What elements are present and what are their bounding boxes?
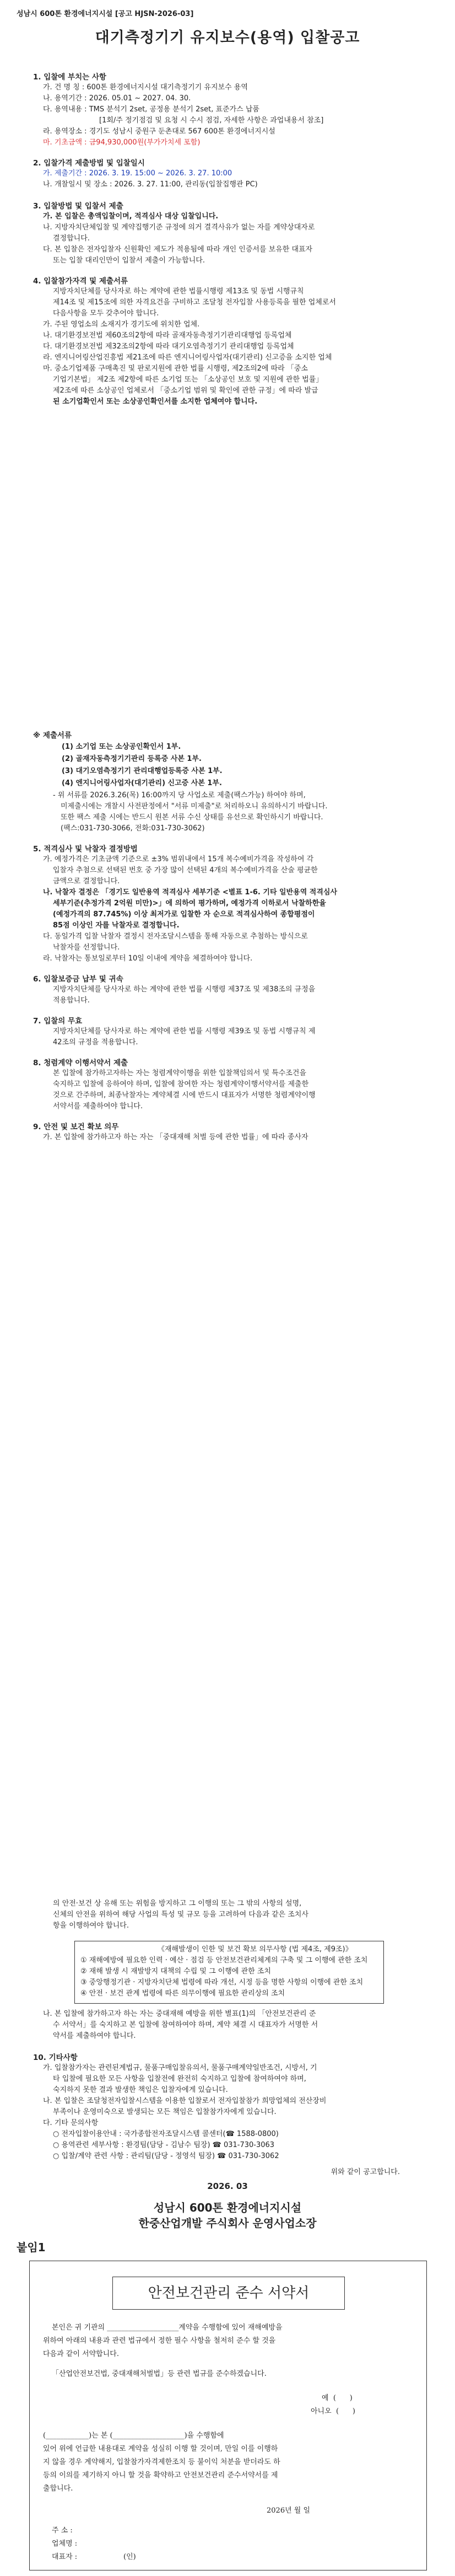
section-3-title: 3. 입찰방법 및 입찰서 제출 <box>33 202 123 211</box>
sec10-line: 다. 기타 문의사항 <box>43 2119 99 2127</box>
sec3-line: 다. 본 입찰은 전자입찰자 신원확인 제도가 적용됨에 따라 개인 인증서를 보유한 대표자 <box>43 245 313 254</box>
section-10-title: 10. 기타사항 <box>33 2053 78 2062</box>
sec4-line: 다음사항을 모두 갖추어야 합니다. <box>53 309 159 318</box>
sec8-line: 숙지하고 입찰에 응하여야 하며, 입찰에 참여한 자는 청렴계약이행서약서를 제출한 <box>53 1080 309 1088</box>
sec10-contact: ○ 전자입찰이용안내 : 국가종합전자조달시스템 콜센터(☎ 1588-0800) <box>53 2130 279 2138</box>
sec5-line: 라. 낙찰자는 통보일로부터 10일 이내에 계약을 체결하여야 합니다. <box>43 954 253 963</box>
pledge-para: 위하여 아래의 내용과 관련 법규에서 정한 필수 사항을 철저히 준수 할 것을 <box>43 2337 276 2345</box>
required-doc-item: (1) 소기업 또는 소상공인확인서 1부. <box>62 743 181 751</box>
required-docs-note: 미제출시에는 개찰시 사전판정에서 "서류 미제출"로 처리하오니 유의하시기 바랍니다. <box>61 802 328 811</box>
pledge-option-no[interactable]: 아니오 ( ) <box>311 2407 355 2416</box>
sec4-line: 나. 대기환경보전법 제60조의2항에 따라 골재자동측정기기관리대행업 등록업체 <box>43 331 292 340</box>
sec5-line: 입찰자 추첨으로 선택된 번호 중 가장 많이 선택된 4개의 복수예비가격을 산술 평균한 <box>53 866 318 874</box>
sec8-line: 것으로 간주하며, 최종낙찰자는 계약체결 시에 반드시 대표자가 서명한 청렴계약이행 <box>53 1091 316 1099</box>
sec5-line: 85점 이상인 자를 낙찰자로 결정합니다. <box>53 921 180 930</box>
yes-label: 예 <box>322 2394 329 2402</box>
address-label: 주 소 : <box>52 2526 73 2535</box>
sec5-line: 나. 낙찰자 결정은 「경기도 일반용역 적격심사 세부기준 <별표 1-6. 기타 일반용역 적격심사 <box>43 888 338 897</box>
section-9-title: 9. 안전 및 보건 확보 의무 <box>33 1123 119 1131</box>
required-docs-contact: (팩스:031-730-3066, 전화:031-730-3062) <box>61 824 205 833</box>
box-item: ② 재해 발생 시 재발방지 대책의 수립 및 그 이행에 관한 조치 <box>80 1967 271 1976</box>
sec4-line: 다. 대기환경보전법 제32조의2항에 따라 대기오염측정기기 관리대행업 등록업체 <box>43 342 294 351</box>
required-doc-item: (2) 골재자동측정기기관리 등록증 사본 1부. <box>62 755 202 763</box>
sec1-line: [1회/주 정기점검 및 요청 시 수시 점검, 자세한 사항은 과업내용서 참조] <box>99 116 324 125</box>
sec4-line: 제14조 및 제15조에 의한 자격요건을 구비하고 조달청 전자입찰 사용등록을 필한 업체로서 <box>53 298 336 307</box>
sec5-line: (예정가격의 87.745%) 이상 최저가로 입찰한 자 순으로 적격심사하여 종합평점이 <box>53 910 315 919</box>
sec10-line: 숙지하지 못한 결과 발생한 책임은 입찰자에게 있습니다. <box>53 2086 228 2094</box>
document-reference: 성남시 600톤 환경에너지시설 [공고 HJSN-2026-03] <box>17 10 194 18</box>
closing-note: 위와 같이 공고합니다. <box>331 2168 400 2176</box>
sec9-after-line: 나. 본 입찰에 참가하고자 하는 자는 중대재해 예방을 위한 별표(1)의 「안전보건관리 준 <box>43 2010 316 2018</box>
pledge-option-yes[interactable]: 예 ( ) <box>322 2394 353 2402</box>
sec10-line: 나. 본 입찰은 조달청전자입찰시스템을 이용한 입찰로서 전자입찰참가 희망업체의 전산장비 <box>43 2097 327 2105</box>
required-docs-title: ※ 제출서류 <box>33 731 72 740</box>
box-item: ④ 안전 · 보건 관계 법령에 따른 의무이행에 필요한 관리상의 조치 <box>80 1989 285 1998</box>
safety-pledge-form <box>29 2261 427 2570</box>
sec9-after-line: 수 서약서」를 숙지하고 본 입찰에 참여하여야 하며, 계약 체결 시 대표자가 서명한 서 <box>53 2021 318 2029</box>
sec10-line: 가. 입찰참가자는 관련된계법규, 물품구매입찰유의서, 물품구매계약일반조건, 시방서, 기 <box>43 2064 317 2072</box>
sec8-line: 본 입찰에 참가하고자하는 자는 청렴계약이행을 위한 입찰책임의서 및 특수조건을 <box>53 1069 307 1077</box>
sec5-line: 금액으로 결정합니다. <box>53 877 120 886</box>
pledge-para: 등의 이의를 제기하지 아니 할 것을 확약하고 안전보건관리 준수서약서를 제 <box>43 2471 278 2480</box>
box-heading: 《재해발생이 인한 및 보건 확보 의무사항 (법 제4조, 제9조)》 <box>158 1945 353 1954</box>
sec1-base-amount: 마. 기초금액 : 금94,930,000원(부가가치세 포함) <box>43 138 201 147</box>
sec9-after-line: 약서를 제출하여야 합니다. <box>53 2032 136 2040</box>
pledge-para: 출합니다. <box>43 2484 73 2493</box>
sec10-contact: ○ 용역관련 세부사항 : 환경팀(담당 - 김남수 팀장) ☎ 031-730-3063 <box>53 2141 275 2149</box>
required-docs-note: - 위 서류를 2026.3.26(목) 16:00까지 당 사업소로 제출(팩스가능) 하여야 하며, <box>53 791 306 799</box>
sec4-line: 지방자치단체를 당사자로 하는 계약에 관한 법률시행령 제13조 및 동법 시행규칙 <box>53 287 304 296</box>
pledge-law-line: 「산업안전보건법, 중대재해처벌법」등 관련 법규를 준수하겠습니다. <box>52 2370 267 2378</box>
pledge-para: (____________)는 본 (____________________)을 수행함에 <box>43 2432 224 2440</box>
sec7-line: 42조의 규정을 적용합니다. <box>53 1038 138 1046</box>
org-name-line2: 한중산업개발 주식회사 운영사업소장 <box>138 2217 317 2230</box>
sec9-cont-line: 신체의 안전을 위하여 해당 사업의 특성 및 규모 등을 고려하여 다음과 같은 조치사 <box>53 1910 309 1919</box>
sec6-line: 적용합니다. <box>53 996 90 1005</box>
section-6-title: 6. 입찰보증금 납부 및 귀속 <box>33 975 123 984</box>
section-4-title: 4. 입찰참가자격 및 제출서류 <box>33 277 128 286</box>
seal-label: (인) <box>123 2553 136 2561</box>
sec1-line: 다. 용역내용 : TMS 분석기 2set, 공정용 분석기 2set, 표준가스 납품 <box>43 105 259 114</box>
box-item: ① 재해예방에 필요한 인력 · 예산 · 점검 등 안전보건관리체계의 구축 및 그 이행에 관한 조치 <box>80 1956 368 1965</box>
section-1-title: 1. 입찰에 부치는 사항 <box>33 73 106 82</box>
sec4-line: 마. 중소기업제품 구매촉진 및 판로지원에 관한 법률 시행령, 제2조의2에 따라 「중소 <box>43 364 308 373</box>
sec5-line: 다. 동일가격 입찰 낙찰자 결정시 전자조달시스템을 통해 자동으로 추첨하는 방식으로 <box>43 932 308 941</box>
sec3-line: 가. 본 입찰은 총액입찰이며, 적격심사 대상 입찰입니다. <box>43 212 219 221</box>
required-docs-note: 또한 팩스 제출 시에는 반드시 원본 서류 수신 상태를 유선으로 확인하시기 바랍니다. <box>61 813 323 822</box>
section-7-title: 7. 입찰의 무효 <box>33 1017 83 1026</box>
required-doc-item: (3) 대기오염측정기기 관리대행업등록증 사본 1부. <box>62 767 223 775</box>
sec2-opening-date: 나. 개찰일시 및 장소 : 2026. 3. 27. 11:00, 관리동(입찰집행관 PC) <box>43 180 258 189</box>
sec4-line: 가. 주된 영업소의 소재지가 경기도에 위치한 업체. <box>43 320 200 329</box>
sec1-line: 라. 용역장소 : 경기도 성남시 중원구 둔촌대로 567 600톤 환경에너지시설 <box>43 127 275 136</box>
sec5-line: 가. 예정가격은 기초금액 기준으로 ±3% 범위내에서 15개 복수예비가격을 작성하여 각 <box>43 855 314 863</box>
sec9-cont-line: 항을 이행하여야 합니다. <box>53 1922 129 1930</box>
pledge-para: 있어 위에 언급한 내용대로 계약을 성실히 이행 할 것이며, 만일 이를 이행하 <box>43 2445 278 2453</box>
sec5-line: 낙찰자를 선정합니다. <box>53 943 120 952</box>
sec10-contact: ○ 입찰/계약 관련 사항 : 관리팀(담당 - 정영석 팀장) ☎ 031-730-3062 <box>53 2152 279 2160</box>
ceo-label: 대표자 : <box>52 2553 78 2561</box>
safety-obligations-box <box>74 1941 384 2004</box>
sec4-line: 된 소기업확인서 또는 소상공인확인서를 소지한 업체여야 합니다. <box>53 398 258 406</box>
sec10-line: 부족이나 운영미숙으로 발생되는 모든 책임은 입찰참가자에게 있습니다. <box>53 2108 277 2116</box>
sec2-submission-period: 가. 제출기간 : 2026. 3. 19. 15:00 ~ 2026. 3. 27. 10:00 <box>43 169 232 178</box>
required-doc-item: (4) 엔지니어링사업자(대기관리) 신고증 사본 1부. <box>62 779 222 787</box>
notice-date: 2026. 03 <box>207 2181 248 2191</box>
sec8-line: 서약서를 제출하여야 합니다. <box>53 1102 143 1110</box>
pledge-title: 안전보건관리 준수 서약서 <box>112 2277 345 2310</box>
page-title: 대기측정기기 유지보수(용역) 입찰공고 <box>95 29 360 46</box>
company-label: 업체명 : <box>52 2540 78 2548</box>
pledge-date: 2026년 월 일 <box>267 2507 311 2515</box>
section-2-title: 2. 입찰가격 제출방법 및 입찰일시 <box>33 159 145 168</box>
sec9-cont-line: 의 안전·보건 상 유해 또는 위험을 방지하고 그 이행의 또는 그 밖의 사항의 설명, <box>53 1899 302 1908</box>
sec4-line: 제2조에 따른 소상공인 업체로서 「중소기업 범위 및 확인에 관한 규정」에 따라 발급 <box>53 387 318 395</box>
sec9-line: 가. 본 입찰에 참가하고자 하는 자는 「중대재해 처벌 등에 관한 법률」에 따라 종사자 <box>43 1133 308 1141</box>
section-5-title: 5. 적격심사 및 낙찰자 결정방법 <box>33 845 138 854</box>
no-label: 아니오 <box>311 2407 332 2416</box>
pledge-para: 본인은 귀 기관의 ____________________계약을 수행함에 있어 재해예방을 <box>52 2323 283 2332</box>
sec7-line: 지방자치단체를 당사자로 하는 계약에 관한 법률 시행령 제39조 및 동법 시행규칙 제 <box>53 1027 316 1035</box>
pledge-para: 다음과 같이 서약합니다. <box>43 2350 119 2358</box>
sec4-line: 기업기본법」 제2조 제2항에 따른 소기업 또는 「소상공인 보호 및 지원에 관한 법률」 <box>53 375 323 384</box>
attachment-label: 붙임1 <box>17 2241 46 2254</box>
sec4-line: 라. 엔지니어링산업진흥법 제21조에 따른 엔지니어링사업자(대기관리) 신고증을 소지한 업체 <box>43 353 332 362</box>
sec1-line: 가. 건 명 칭 : 600톤 환경에너지시설 대기측정기기 유지보수 용역 <box>43 83 248 92</box>
sec10-line: 타 입찰에 필요한 모든 사항을 입찰전에 완전히 숙지하고 입찰에 참여하여야 하며, <box>53 2075 306 2083</box>
sec3-line: 나. 지방자치단체입찰 및 계약집행기준 규정에 의거 결격사유가 없는 자를 계약상대자로 <box>43 223 315 232</box>
sec3-line: 또는 입찰 대리인만이 입찰서 제출이 가능합니다. <box>53 256 205 265</box>
org-name-line1: 성남시 600톤 환경에너지시설 <box>153 2201 302 2214</box>
sec6-line: 지방자치단체를 당사자로 하는 계약에 관한 법률 시행령 제37조 및 제38조의 규정을 <box>53 985 316 994</box>
sec1-line: 나. 용역기간 : 2026. 05.01 ~ 2027. 04. 30. <box>43 94 191 103</box>
sec5-line: 세부기준(추정가격 2억원 미만)>」에 의하여 평가하며, 예정가격 이하로서 낙찰하한율 <box>53 899 326 908</box>
box-item: ③ 중앙행정기관 · 지방자치단체 법령에 따라 개선, 시정 등을 명한 사항의 이행에 관한 조치 <box>80 1978 364 1987</box>
section-8-title: 8. 청렴계약 이행서약서 제출 <box>33 1059 128 1067</box>
sec3-line: 결정합니다. <box>53 234 90 243</box>
pledge-para: 지 않을 경우 계약해지, 입찰참가자격제한조치 등 불이익 처분을 받더라도 하 <box>43 2458 280 2466</box>
